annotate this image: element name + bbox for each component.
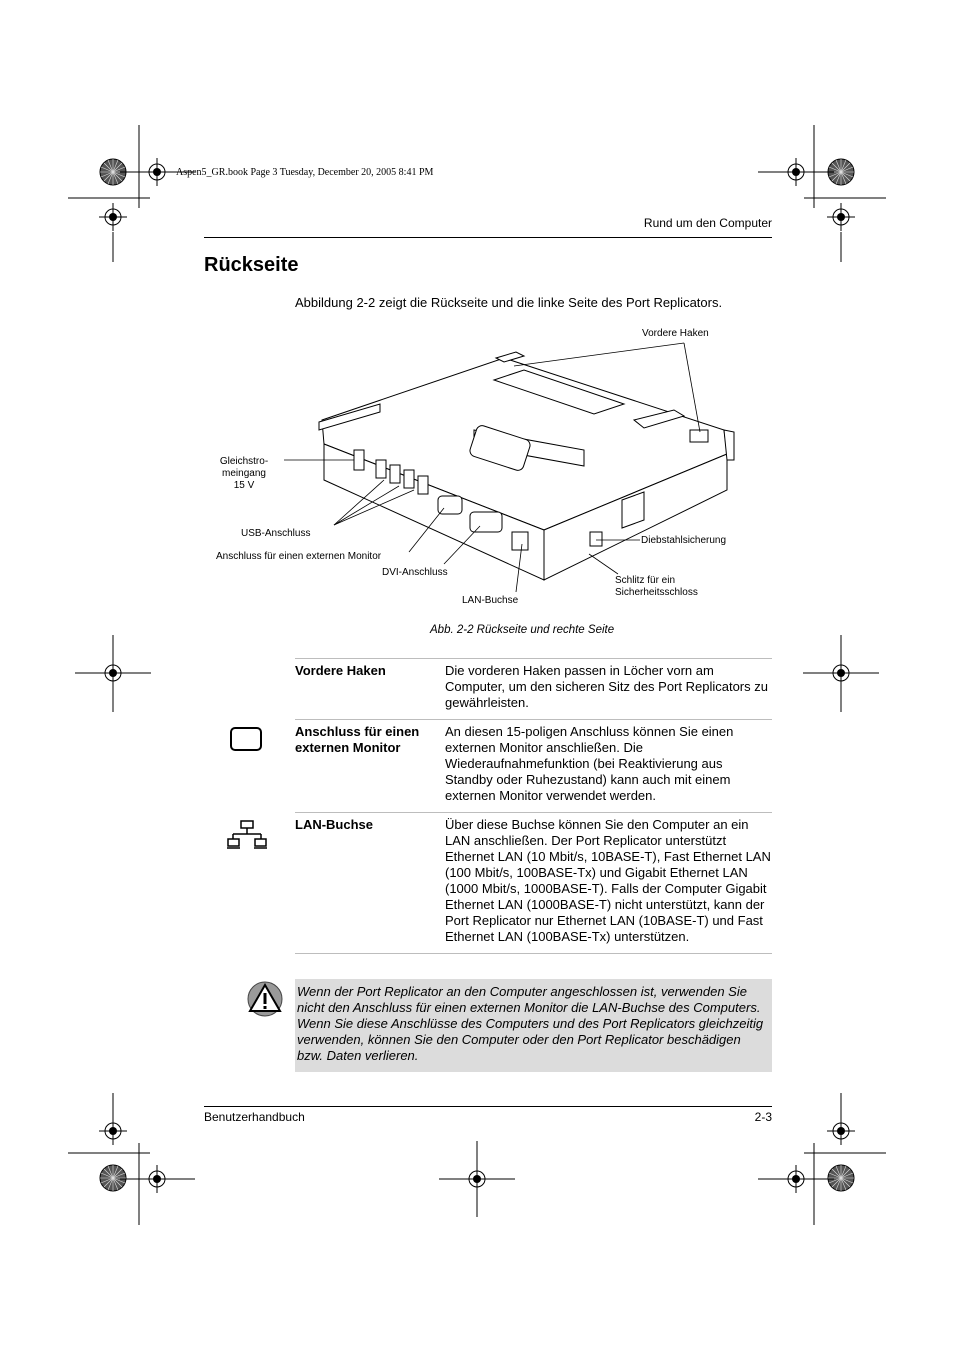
footer-rule xyxy=(204,1106,772,1107)
label-dc-in-line3: 15 V xyxy=(233,480,255,491)
intro-paragraph: Abbildung 2-2 zeigt die Rückseite und die linke Seite des Port Replicators. xyxy=(295,295,723,310)
label-dc-in xyxy=(216,456,272,492)
print-info: Aspen5_GR.book Page 3 Tuesday, December 20, 2005 8:41 PM xyxy=(176,167,434,178)
monitor-icon xyxy=(229,726,263,752)
table-row xyxy=(295,658,772,719)
running-head: Rund um den Computer xyxy=(643,216,772,230)
label-ext-monitor: Anschluss für einen externen Monitor xyxy=(216,551,382,562)
warning-box xyxy=(295,979,772,1072)
row-term: Anschluss für einen externen Monitor xyxy=(295,724,420,755)
label-security: Diebstahlsicherung xyxy=(641,535,727,546)
row-desc: Über diese Buchse können Sie den Computer an ein LAN anschließen. Der Port Replicator unterstützt Ethernet LAN (10 Mbit/s, 10BASE-T), Fast Ethernet LAN (100 Mbit/s, 100BASE-Tx) und Gigabit Ethernet LAN (1000 Mbit/s, 1000BASE-T). Falls der Computer Gigabit Ethernet LAN (1000BASE-T) nicht unterstützt, kann der Port Replicator nur Ethernet LAN (10BASE-T) und Fast Ethernet LAN (100BASE-Tx) unterstützen. xyxy=(445,817,771,944)
label-slot-line2: Sicherheitsschloss xyxy=(615,587,698,598)
footer-title: Benutzerhandbuch xyxy=(204,1110,305,1124)
label-slot-line1: Schlitz für ein xyxy=(615,575,676,586)
warning-text: Wenn der Port Replicator an den Computer angeschlossen ist, verwenden Sie nicht den Anschluss für einen externen Monitor die LAN-Buchse des Computers. Wenn Sie diese Anschlüsse des Computers und des Port Replicators gleichzeitig verwenden, können Sie den Computer oder den Port Replicator beschädigen bzw. Daten verlieren. xyxy=(297,984,764,1063)
page-number: 2-3 xyxy=(754,1110,772,1124)
row-desc: Die vorderen Haken passen in Löcher vorn am Computer, um den sicheren Sitz des Port Replicators zu gewährleisten. xyxy=(445,663,768,710)
label-dvi: DVI-Anschluss xyxy=(382,567,448,578)
label-dc-in-line2: meingang xyxy=(222,468,266,479)
label-usb: USB-Anschluss xyxy=(241,528,311,539)
lan-icon xyxy=(227,819,267,849)
row-term: Vordere Haken xyxy=(295,663,386,678)
row-desc: An diesen 15-poligen Anschluss können Sie einen externen Monitor anschließen. Die Wiederaufnahmefunktion (bei Reaktivierung aus Standby oder Ruhezustand) kann auch mit einem externen Monitor verwendet werden. xyxy=(445,724,734,803)
header-rule xyxy=(204,237,772,238)
port-replicator-figure xyxy=(204,320,772,620)
label-slot xyxy=(615,575,698,599)
table-row xyxy=(295,719,772,812)
label-front-hooks: Vordere Haken xyxy=(642,328,709,339)
row-term: LAN-Buchse xyxy=(295,817,374,832)
label-dc-in-line1: Gleichstro- xyxy=(219,456,269,467)
label-lan: LAN-Buchse xyxy=(462,595,519,606)
figure-caption: Abb. 2-2 Rückseite und rechte Seite xyxy=(430,624,615,636)
table-row xyxy=(295,812,772,954)
section-title: Rückseite xyxy=(204,254,299,276)
description-table xyxy=(295,658,772,954)
warning-icon xyxy=(246,980,284,1018)
